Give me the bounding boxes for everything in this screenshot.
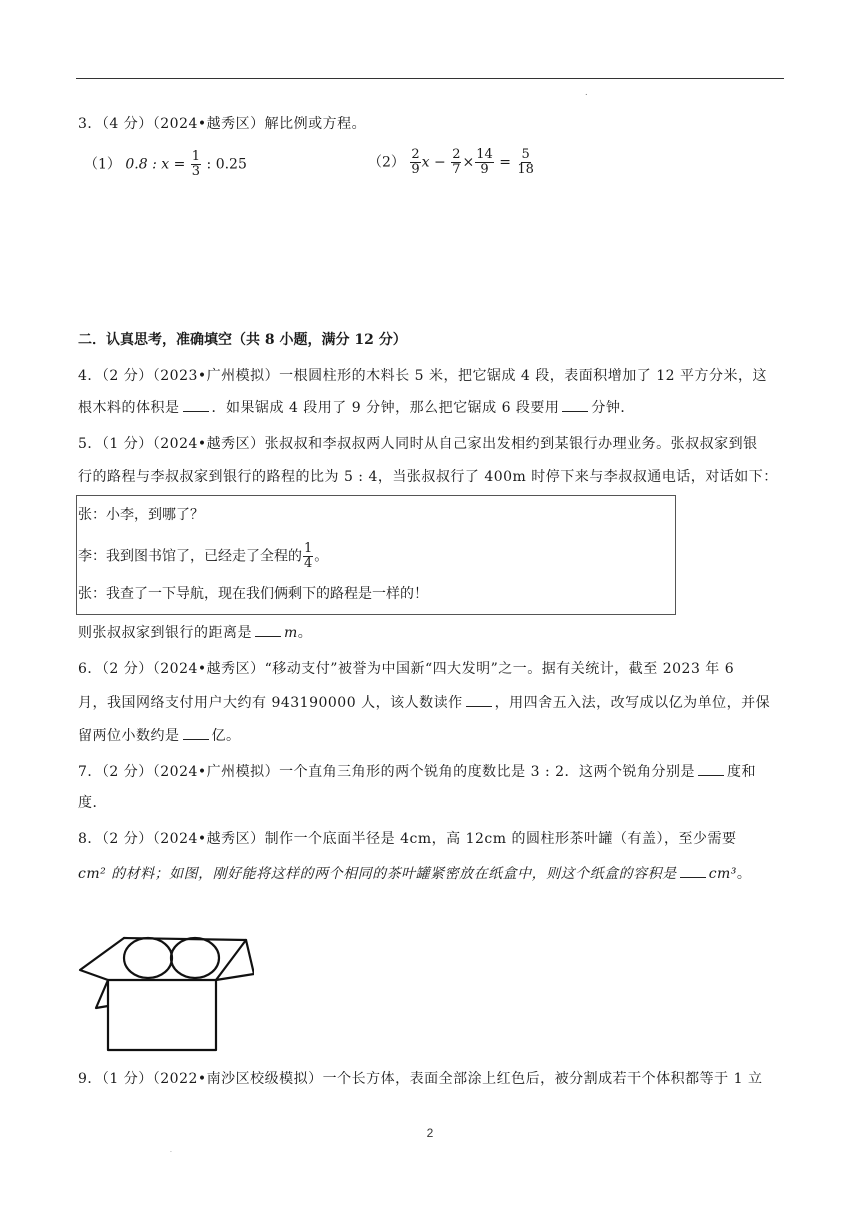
footer-dot: . — [170, 1147, 172, 1154]
q3-part1-fraction — [191, 150, 201, 179]
frac-num: 5 — [521, 147, 530, 162]
q6-text-b: ，用四舍五入法，改写成以亿为单位，并保 — [494, 695, 771, 711]
q8-text-a: cm² 的材料；如图，刚好能将这样的两个相同的茶叶罐紧密放在纸盒中，则这个纸盒的容积是 — [78, 866, 677, 882]
header-rule — [76, 78, 784, 79]
frac-den: 7 — [452, 162, 461, 177]
q3-heading: 3．（4 分）（2024•越秀区）解比例或方程。 — [78, 116, 367, 132]
q7-text-a: 7．（2 分）（2024•广州模拟）一个直角三角形的两个锐角的度数比是 3 : 2．这两个锐角分别是 — [78, 764, 696, 780]
tea-box-illustration — [78, 934, 254, 1054]
q4-text-b: ．如果锯成 4 段用了 9 分钟，那么把它锯成 6 段要用 — [211, 400, 560, 416]
frac-den: 4 — [304, 556, 313, 571]
q8-text-b: 。 — [736, 866, 752, 882]
frac-num: 14 — [476, 147, 493, 162]
q4-blank-minutes[interactable] — [562, 397, 588, 412]
q3-part2-frac4 — [516, 148, 535, 177]
q4-text-a: 根木料的体积是 — [78, 400, 180, 416]
q6-text-a: 月，我国网络支付用户大约有 943190000 人，该人数读作 — [78, 695, 463, 711]
q6-text-c: 留两位小数约是 — [78, 728, 180, 744]
q5-line1: 5．（1 分）（2024•越秀区）张叔叔和李叔叔两人同时从自己家出发相约到某银行办理业务。张叔叔家到银 — [78, 436, 758, 452]
frac-num: 2 — [411, 147, 420, 162]
q7-blank-angles[interactable] — [698, 761, 724, 776]
q5-blank-distance[interactable] — [255, 622, 281, 637]
page-number: 2 — [426, 1126, 434, 1140]
q5-dialog-3: 张：我查了一下导航，现在我们俩剩下的路程是一样的！ — [78, 586, 428, 602]
q3-part2-times: × — [462, 154, 475, 171]
q3-part1-label: （1） — [84, 156, 121, 173]
frac-den: 9 — [480, 162, 489, 177]
q3-part2-frac3 — [475, 148, 494, 177]
q3-part1-frac-den: 3 — [191, 164, 201, 179]
q4-blank-volume[interactable] — [183, 397, 209, 412]
header-dot: . — [585, 88, 588, 97]
q6-text-d: 亿。 — [211, 728, 241, 744]
q6-line1: 6．（2 分）（2024•越秀区）“移动支付”被誉为中国新“四大发明”之一。据有关统计，截至 2023 年 6 — [78, 661, 735, 677]
q8-unit: cm³ — [708, 866, 737, 882]
q3-part1-left: 0.8 : x = — [125, 156, 186, 173]
q4-text-c: 分钟． — [591, 400, 635, 416]
q7-line1 — [78, 761, 756, 782]
q3-part1-frac-num: 1 — [191, 149, 201, 164]
q3-part1-right: : 0.25 — [206, 156, 247, 173]
q4-line1: 4．（2 分）（2023•广州模拟）一根圆柱形的木料长 5 米，把它锯成 4 段，表面积增加了 12 平方分米，这 — [78, 368, 767, 384]
q3-part1 — [84, 150, 247, 179]
q6-line2 — [78, 692, 770, 713]
q3-part2-label: （2） — [368, 154, 405, 171]
q3-part2-x: x − — [421, 154, 446, 171]
q6-blank-approx[interactable] — [183, 725, 209, 740]
q6-blank-reading[interactable] — [466, 692, 492, 707]
q3-part2-frac2 — [451, 148, 461, 177]
q5-dialog-2-a: 李：我到图书馆了，已经走了全程的 — [78, 548, 302, 565]
q8-line1: 8．（2 分）（2024•越秀区）制作一个底面半径是 4cm，高 12cm 的圆柱形茶叶罐（有盖），至少需要 — [78, 831, 737, 847]
q7-line2: 度． — [78, 795, 107, 811]
section2-title: 二．认真思考，准确填空（共 8 小题，满分 12 分） — [78, 332, 407, 348]
q5-unit: m — [284, 625, 298, 641]
q5-dialog-2-b: 。 — [314, 548, 329, 565]
q5-text-b: 。 — [297, 625, 313, 641]
frac-den: 9 — [411, 162, 420, 177]
q7-text-b: 度和 — [727, 764, 757, 780]
q3-part2 — [368, 148, 536, 177]
q3-part2-frac1 — [410, 148, 420, 177]
q5-line3 — [78, 622, 312, 643]
q5-dialog-fraction — [303, 542, 313, 571]
q9-line1: 9．（1 分）（2022•南沙区校级模拟）一个长方体，表面全部涂上红色后，被分割成若干个体积都等于 1 立 — [78, 1071, 763, 1087]
q3-part2-eq: = — [499, 154, 511, 171]
q5-text-a: 则张叔叔家到银行的距离是 — [78, 625, 252, 641]
q5-line2: 行的路程与李叔叔家到银行的路程的比为 5 : 4，当张叔叔行了 400m 时停下来与李叔叔通电话，对话如下： — [78, 469, 778, 485]
frac-num: 1 — [304, 541, 313, 556]
q5-dialog-1: 张：小李，到哪了？ — [78, 507, 204, 523]
q6-line3 — [78, 725, 241, 746]
q8-blank-volume[interactable] — [680, 863, 706, 878]
q4-line2 — [78, 397, 635, 418]
q5-dialog-2 — [78, 542, 328, 571]
q8-line2 — [78, 863, 751, 884]
frac-num: 2 — [452, 147, 461, 162]
frac-den: 18 — [517, 162, 534, 177]
